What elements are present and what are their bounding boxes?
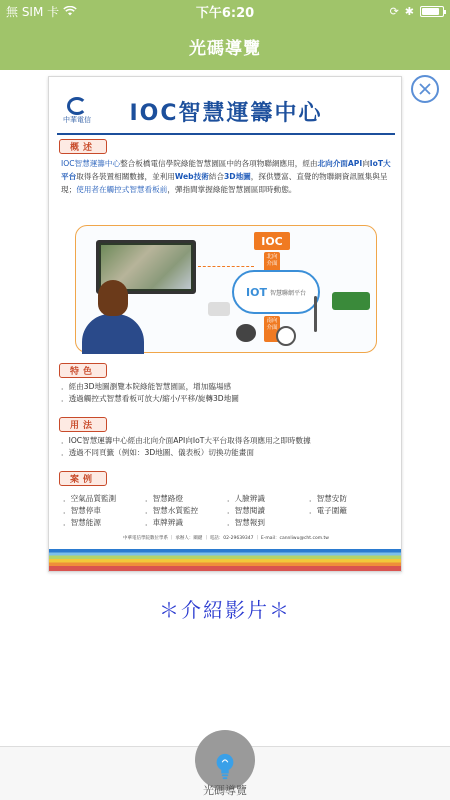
sensor-probe xyxy=(314,296,317,332)
north-api-label: 北向介面 xyxy=(264,252,280,278)
nav-title: 光碼導覽 xyxy=(0,22,450,70)
case-item: ．空氣品質監測 xyxy=(63,494,117,503)
close-button[interactable] xyxy=(411,75,439,103)
lightbulb-icon xyxy=(212,752,238,780)
usage-item: ．透過不同頁籤（例如：3D地圖、儀表板）切換功能畫面 xyxy=(61,448,254,457)
intro-video-link[interactable]: ＊介紹影片＊ xyxy=(159,598,291,622)
feature-item: ．透過觸控式智慧看板可放大/縮小/平移/旋轉3D地圖 xyxy=(61,394,239,403)
usage-item: ．IOC智慧運籌中心經由北向介面API向IoT大平台取得各項應用之即時數據 xyxy=(61,436,311,445)
south-api-label: 南向介面 xyxy=(264,316,280,342)
section-tag-cases: 案例 xyxy=(59,471,107,486)
connector-line xyxy=(198,266,254,267)
wifi-icon xyxy=(63,6,77,16)
case-item: ．智慧水質監控 xyxy=(145,506,199,515)
status-left xyxy=(6,3,156,20)
case-item: ．智慧安防 xyxy=(309,494,347,503)
carrier-text: 無 SIM 卡 xyxy=(6,4,60,19)
ioc-box: IOC xyxy=(254,232,290,250)
overview-text: IOC智慧運籌中心整合板橋電信學院綠能智慧園區中的各項物聯網應用，經由北向介面API向IoT大平台取得各裝置相關數據，並利用Web技術結合3D地圖，探供豐富、直覺的物聯網資訊匯集與呈現；使用者在觸控式智慧看板前，彈指間掌握綠能智慧園區即時動態。 xyxy=(61,159,391,194)
case-item: ．智慧能源 xyxy=(63,518,101,527)
usage-list xyxy=(61,435,311,459)
cht-logo: 中華電信 xyxy=(57,97,97,125)
section-tag-overview: 概述 xyxy=(59,139,107,154)
orientation-lock-icon: ⟳ xyxy=(389,4,399,18)
dome-camera-device xyxy=(236,324,256,342)
feature-item: ．經由3D地圖瀏覽本院綠能智慧園區，增加臨場感 xyxy=(61,382,232,391)
flyer-title: IOC智慧運籌中心 xyxy=(129,100,323,126)
features-list xyxy=(61,381,239,405)
section-tag-usage: 用法 xyxy=(59,417,107,432)
case-item: ．智慧閱讀 xyxy=(227,506,265,515)
person-illustration xyxy=(82,280,144,352)
circuit-board xyxy=(332,292,370,310)
status-bar xyxy=(0,0,450,22)
close-icon xyxy=(419,83,431,95)
flyer-image[interactable] xyxy=(48,76,402,572)
camera-device xyxy=(208,302,230,316)
case-item xyxy=(309,517,391,529)
cases-grid xyxy=(63,493,391,529)
content-area[interactable] xyxy=(0,70,450,746)
gauge-device xyxy=(276,326,296,346)
case-item: ．電子圍籬 xyxy=(309,506,347,515)
bluetooth-icon: ✱ xyxy=(404,4,414,18)
case-item: ．車牌辨識 xyxy=(145,518,183,527)
tab-guide[interactable] xyxy=(175,752,275,798)
case-item: ．智慧停車 xyxy=(63,506,101,515)
battery-icon xyxy=(420,6,444,17)
iot-cloud: IOT 智慧聯網平台 xyxy=(232,270,320,314)
color-stripes xyxy=(49,549,402,571)
flyer-rule xyxy=(57,133,395,135)
flyer-footer: 中華電信學院數位學系 ｜ 承辦人：關鍵 ｜ 電話：02-29639347 ｜ E-mail：cannliwu@cht.com.tw xyxy=(123,536,329,541)
tab-guide-label: 光碼導覽 xyxy=(203,784,247,797)
case-item: ．智慧路燈 xyxy=(145,494,183,503)
section-tag-features: 特色 xyxy=(59,363,107,378)
flyer-header xyxy=(57,87,395,135)
iot-diagram xyxy=(75,225,377,353)
status-right xyxy=(294,5,444,18)
case-item: ．智慧報到 xyxy=(227,518,265,527)
status-time: 下午6:20 xyxy=(195,5,255,21)
case-item: ．人臉辨識 xyxy=(227,494,265,503)
